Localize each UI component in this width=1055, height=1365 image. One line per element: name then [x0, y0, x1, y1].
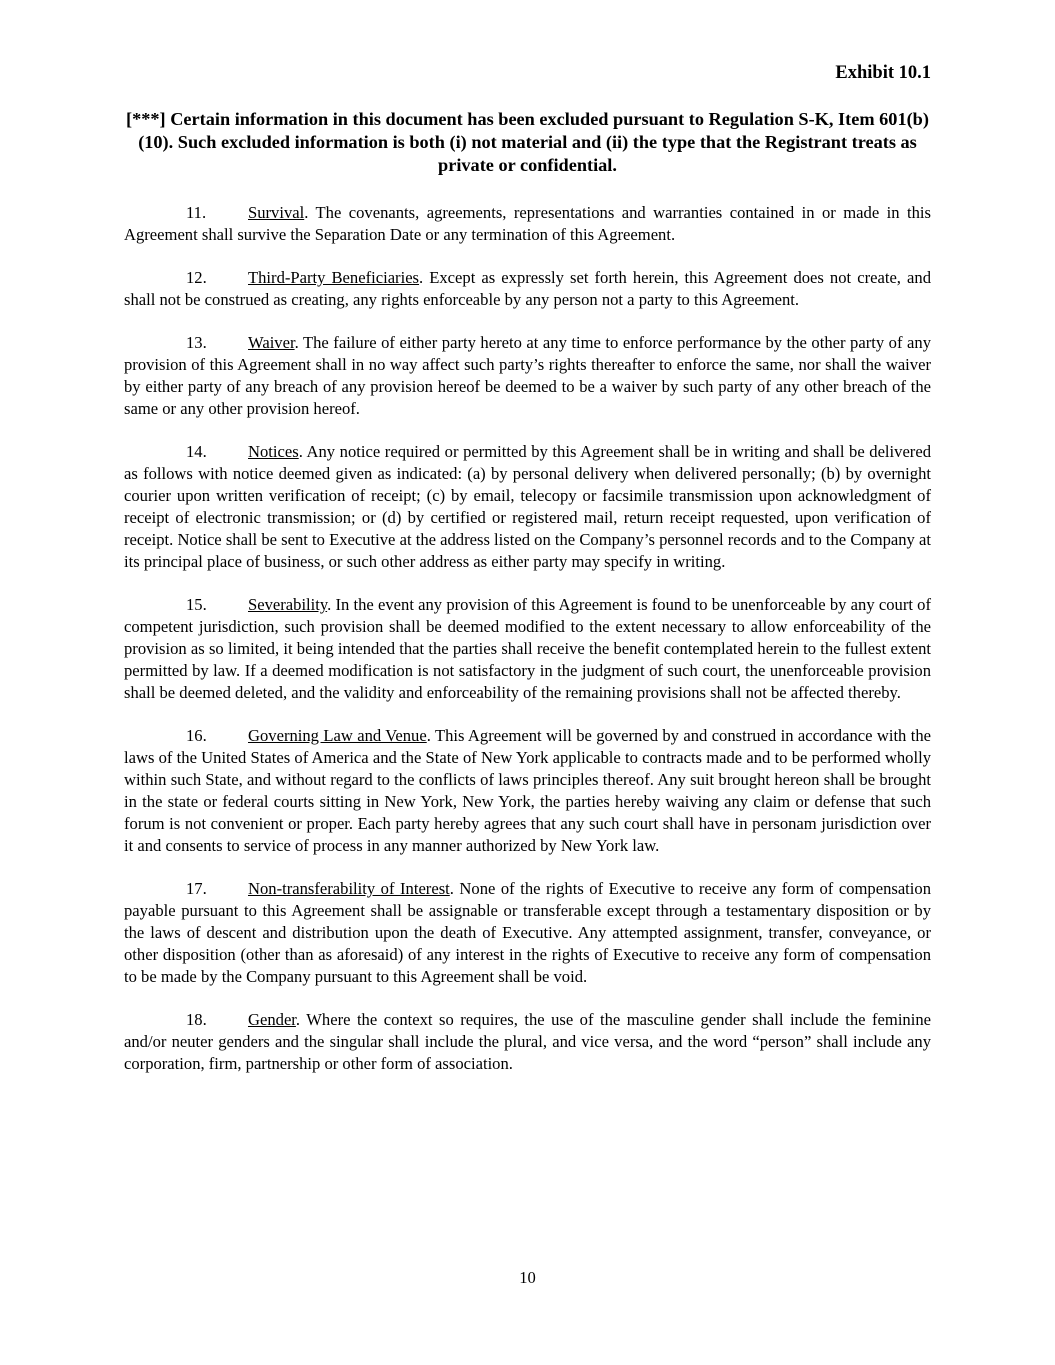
section-title: Gender: [248, 1010, 296, 1029]
exhibit-label: Exhibit 10.1: [835, 63, 931, 83]
section-notices: [124, 441, 931, 573]
section-body: . The covenants, agreements, representations and warranties contained in or made in this Agreement shall survive the Separation Date or any termination of this Agreement.: [124, 203, 931, 244]
section-title: Governing Law and Venue: [248, 726, 427, 745]
section-number: 13.: [186, 333, 207, 352]
section-governing-law-and-venue: [124, 725, 931, 857]
section-title: Severability: [248, 595, 328, 614]
section-body: . The failure of either party hereto at any time to enforce performance by the other party of any provision of this Agreement shall in no way affect such party’s rights thereafter to enforce the same, nor shall the waiver by either party of any breach of any provision hereof be deemed to be a waiver by such party of any other breach of the same or any other provision hereof.: [124, 333, 931, 418]
section-title: Non-transferability of Interest: [248, 879, 450, 898]
section-number: 12.: [186, 268, 207, 287]
section-title: Survival: [248, 203, 305, 222]
section-title: Third-Party Beneficiaries: [248, 268, 420, 287]
section-body: . In the event any provision of this Agreement is found to be unenforceable by any court of competent jurisdiction, such provision shall be deemed modified to the extent necessary to allow enforceability of the provision as so limited, it being intended that the parties shall receive the benefit contemplated herein to the fullest extent permitted by law. If a deemed modification is not satisfactory in the judgment of such court, the unenforceable provision shall be deemed deleted, and the validity and enforceability of the remaining provisions shall not be affected thereby.: [124, 595, 931, 702]
section-body: . This Agreement will be governed by and construed in accordance with the laws of the United States of America and the State of New York applicable to contracts made and to be performed wholly within such State, and without regard to the conflicts of laws principles thereof. Any suit brought hereon shall be brought in the state or federal courts sitting in New York, New York, the parties hereby waiving any claim or defense that such forum is not convenient or proper. Each party hereby agrees that any such court shall have in personam jurisdiction over it and consents to service of process in any manner authorized by New York law.: [124, 726, 932, 855]
section-body: . Any notice required or permitted by this Agreement shall be in writing and shall be delivered as follows with notice deemed given as indicated: (a) by personal delivery when delivered personally; (b) by overnight courier upon written verification of receipt; (c) by email, telecopy or facsimile transmission upon acknowledgment of receipt of electronic transmission; or (d) by certified or registered mail, return receipt requested, upon verification of receipt. Notice shall be sent to Executive at the address listed on the Company’s personnel records and to the Company at its principal place of business, or such other address as either party may specify in writing.: [124, 442, 931, 571]
section-number: 17.: [186, 879, 207, 898]
section-title: Waiver: [248, 333, 295, 352]
document-page: [124, 60, 931, 1075]
page-number: 10: [519, 1268, 536, 1287]
section-body: . Where the context so requires, the use of the masculine gender shall include the feminine and/or neuter genders and the singular shall include the plural, and vice versa, and the word “person” shall include any corporation, firm, partnership or other form of association.: [124, 1010, 931, 1073]
section-third-party-beneficiaries: [124, 267, 931, 311]
section-waiver: [124, 332, 931, 420]
section-title: Notices: [248, 442, 299, 461]
section-number: 15.: [186, 595, 207, 614]
section-gender: [124, 1009, 931, 1075]
section-survival: [124, 202, 931, 246]
section-number: 11.: [186, 203, 207, 222]
section-number: 18.: [186, 1010, 207, 1029]
section-body: . None of the rights of Executive to receive any form of compensation payable pursuant to this Agreement shall be assignable or transferable except through a testamentary disposition or by the laws of descent and distribution upon the death of Executive. Any attempted assignment, transfer, conveyance, or other disposition (other than as aforesaid) of any interest in the rights of Executive to receive any form of compensation to be made by the Company pursuant to this Agreement shall be void.: [124, 879, 931, 986]
section-body: . Except as expressly set forth herein, this Agreement does not create, and shall not be construed as creating, any rights enforceable by any person not a party to this Agreement.: [124, 268, 931, 309]
section-severability: [124, 594, 931, 704]
section-number: 16.: [186, 726, 207, 745]
section-non-transferability: [124, 878, 931, 988]
section-number: 14.: [186, 442, 207, 461]
confidentiality-notice: [***] Certain information in this document has been excluded pursuant to Regulation S-K, Item 601(b)(10). Such excluded information is both (i) not material and (ii) the type that the Registrant treats as private or confidential.: [126, 109, 929, 175]
